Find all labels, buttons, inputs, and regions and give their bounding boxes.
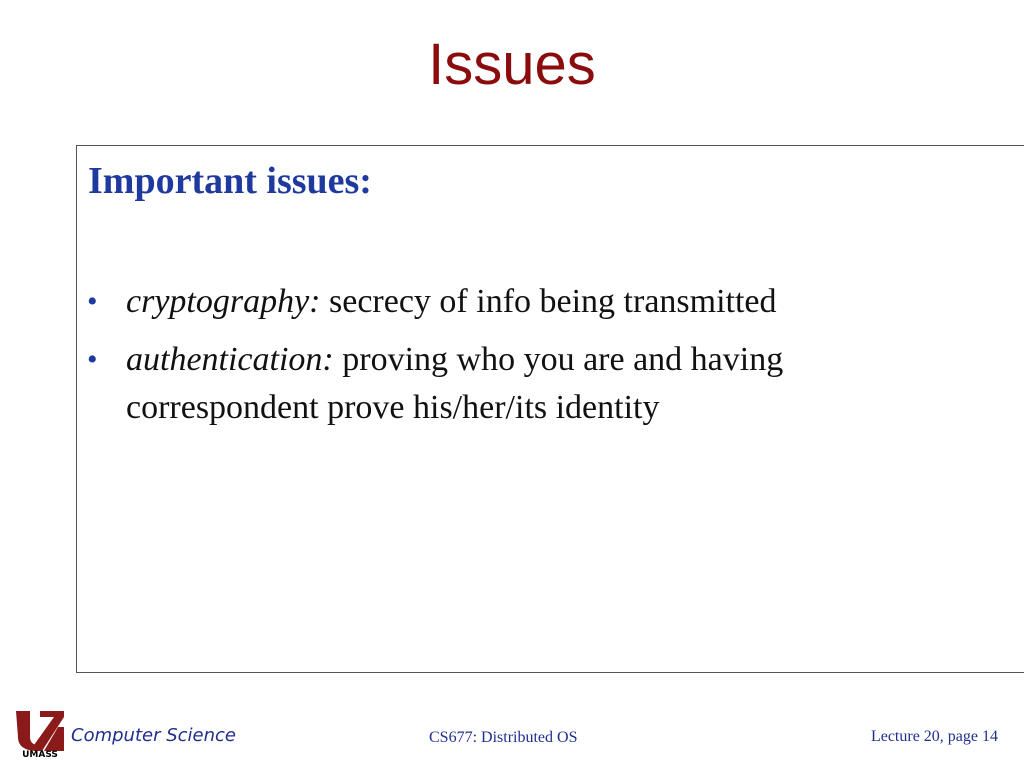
bullet-item-cryptography <box>87 278 947 326</box>
bullet-term: cryptography: <box>126 283 321 320</box>
bullet-term: authentication: <box>126 341 334 378</box>
bullet-dot-icon: • <box>87 285 98 318</box>
logo-text: UMASS <box>22 750 58 759</box>
bullet-text: secrecy of info being transmitted <box>320 283 777 320</box>
bullet-dot-icon: • <box>87 343 98 376</box>
umass-logo-icon <box>14 707 66 759</box>
content-box <box>76 145 1024 673</box>
bullet-text: proving who you are and having correspondent prove his/her/its identity <box>126 341 784 426</box>
bullet-list <box>87 278 947 442</box>
footer-page-number: Lecture 20, page 14 <box>870 728 998 745</box>
footer-department: Computer Science <box>71 725 236 746</box>
slide-title: Issues <box>428 32 596 97</box>
section-heading: Important issues: <box>88 160 372 202</box>
bullet-item-authentication <box>87 336 947 432</box>
footer-course: CS677: Distributed OS <box>429 729 578 746</box>
